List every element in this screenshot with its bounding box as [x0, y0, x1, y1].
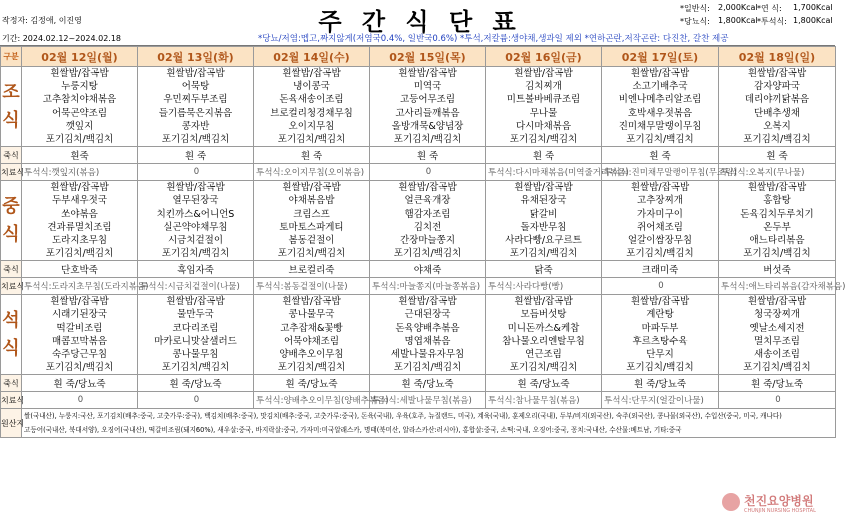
porridge-cell: 흰 죽/당뇨죽	[254, 375, 370, 392]
menu-cell	[370, 181, 486, 261]
porridge-cell: 흰 죽	[138, 147, 254, 164]
menu-item: 옛날소세지전	[749, 322, 805, 334]
origin-line: 쌀(국내산), 누룽지:국산, 포기김치(배추:중국, 고춧가루:중국), 백김치(배추:중국), 맛김치(배추:중국, 고춧가루:중국), 돈육(국내), 우육(호주, 뉴질랜드, 미국), 계육(국내), 훈제오리(국내), 두부/비지(외국산), 숙주(외국산), 콩나물(외국산), 수입산(중국, 미국, 캐나다)	[24, 412, 782, 421]
porridge-cell: 흰 죽	[370, 147, 486, 164]
therapy-cell: 투석식:사라다빵(빵)	[486, 278, 602, 295]
therapy-cell: 투석식:양배추오이무침(양배추볶음)	[254, 392, 370, 409]
menu-item: 포기김치/백김치	[45, 133, 114, 145]
day-header: 02월 15일(목)	[370, 47, 486, 67]
menu-item: 미역국	[413, 81, 442, 93]
menu-item: 사라다빵/요구르트	[505, 234, 582, 246]
therapy-cell: 투석식:단무지(얼갈이나물)	[602, 392, 719, 409]
menu-item: 견과류멸치조림	[47, 221, 112, 233]
menu-item: 토마토스파게티	[279, 221, 344, 233]
menu-item: 흰쌀밥/잡곡밥	[50, 68, 109, 79]
therapy-label: 치료식	[1, 278, 22, 295]
menu-item: 흰쌀밥/잡곡밥	[398, 296, 457, 308]
porridge-cell: 흰죽	[22, 147, 138, 164]
menu-item: 포기김치/백김치	[626, 133, 694, 145]
menu-item: 콩나물무국	[288, 309, 335, 321]
menu-cell	[486, 181, 602, 261]
menu-item: 흰쌀밥/잡곡밥	[514, 182, 573, 194]
lunch-porridge-row	[1, 261, 836, 278]
menu-item: 들기름묵은지볶음	[158, 107, 233, 119]
menu-item: 콩자반	[181, 120, 210, 132]
menu-item: 햄감자조림	[404, 208, 451, 220]
menu-item: 얼갈이쌈장무침	[627, 234, 693, 246]
menu-item: 흰쌀밥/잡곡밥	[398, 68, 457, 79]
menu-item: 흰쌀밥/잡곡밥	[282, 68, 341, 79]
menu-item: 시금치겉절이	[167, 234, 224, 246]
hospital-logo	[722, 491, 834, 519]
menu-item: 포기김치/백김치	[161, 133, 230, 145]
porridge-cell: 흰 죽/당뇨죽	[719, 375, 836, 392]
porridge-label: 죽식	[1, 375, 22, 392]
menu-item: 단배추생채	[754, 107, 800, 119]
origin-row	[1, 409, 836, 438]
menu-item: 콩나물무침	[172, 349, 219, 360]
menu-item: 미니돈까스&케찹	[507, 322, 580, 334]
menu-item: 닭갈비	[529, 208, 558, 220]
hospital-emblem-icon	[722, 493, 740, 511]
menu-item: 미트볼바베큐조림	[506, 94, 581, 106]
menu-item: 흰쌀밥/잡곡밥	[514, 68, 573, 79]
menu-item: 어묵야채조림	[283, 335, 340, 347]
menu-item: 흰쌀밥/잡곡밥	[166, 182, 225, 194]
breakfast-menu-row	[1, 67, 836, 147]
therapy-label: 치료식	[1, 164, 22, 181]
dinner-label: 석 식	[1, 295, 22, 375]
menu-cell	[719, 67, 836, 147]
menu-item: 흰쌀밥/잡곡밥	[630, 296, 690, 308]
corner-header: 구분	[1, 47, 22, 67]
menu-cell	[486, 295, 602, 375]
menu-item: 어묵탕	[181, 81, 210, 93]
menu-item: 단무지	[646, 349, 674, 360]
period-text: 기간: 2024.02.12~2024.02.18	[2, 34, 122, 43]
day-header: 02월 18일(일)	[719, 47, 836, 67]
therapy-cell: 0	[370, 164, 486, 181]
menu-item: 연근조림	[525, 349, 562, 360]
menu-item: 열무된장국	[172, 195, 219, 207]
menu-cell	[370, 67, 486, 147]
menu-item: 참나물오리엔탈무침	[502, 335, 585, 347]
menu-item: 두부새우젓국	[51, 195, 108, 207]
porridge-cell: 흰 죽	[602, 147, 719, 164]
menu-item: 후르츠탕수육	[632, 335, 688, 347]
porridge-cell: 흰 죽/당뇨죽	[138, 375, 254, 392]
menu-item: 돈육김치두루치기	[740, 208, 814, 220]
menu-item: 온두부	[763, 221, 791, 233]
therapy-label: 치료식	[1, 392, 22, 409]
menu-item: 포기김치/백김치	[393, 362, 462, 374]
day-header: 02월 14일(수)	[254, 47, 370, 67]
lunch-menu-row	[1, 181, 836, 261]
menu-item: 우민찌두부조림	[163, 94, 228, 106]
therapy-cell: 0	[22, 392, 138, 409]
porridge-cell: 흰 죽/당뇨죽	[486, 375, 602, 392]
dinner-menu-row	[1, 295, 836, 375]
dialysis-kcal-label: *투석식:	[757, 17, 787, 26]
soft-kcal-value: 1,700Kcal	[793, 3, 833, 12]
menu-item: 치킨까스&어니언S	[156, 208, 235, 220]
menu-cell	[138, 295, 254, 375]
porridge-cell: 흰 죽	[719, 147, 836, 164]
menu-item: 포기김치/백김치	[161, 248, 230, 260]
menu-item: 포기김치/백김치	[626, 248, 694, 260]
lunch-label: 중 식	[1, 181, 22, 261]
menu-item: 계란탕	[646, 309, 674, 321]
day-header: 02월 17일(토)	[602, 47, 719, 67]
menu-item: 포기김치/백김치	[45, 248, 114, 260]
dinner-porridge-row	[1, 375, 836, 392]
menu-cell	[602, 295, 719, 375]
menu-item: 세발나물유자무침	[390, 349, 465, 360]
menu-item: 실곤약야채무침	[163, 221, 228, 233]
menu-cell	[138, 67, 254, 147]
menu-item: 흰쌀밥/잡곡밥	[747, 296, 807, 308]
therapy-cell: 투석식:참나물무침(볶음)	[486, 392, 602, 409]
day-header: 02월 12일(월)	[22, 47, 138, 67]
porridge-cell: 흰 죽/당뇨죽	[602, 375, 719, 392]
therapy-cell: 투석식:애느타리볶음(감자채볶음)	[719, 278, 836, 295]
menu-item: 가자미구이	[637, 208, 683, 220]
day-header: 02월 16일(금)	[486, 47, 602, 67]
menu-item: 홍합탕	[763, 195, 791, 207]
origin-cell	[22, 409, 836, 438]
menu-item: 시래기된장국	[51, 309, 108, 321]
menu-item: 포기김치/백김치	[743, 248, 811, 260]
menu-cell	[486, 67, 602, 147]
menu-item: 새송이조림	[754, 349, 800, 360]
menu-item: 흰쌀밥/잡곡밥	[747, 182, 807, 194]
menu-item: 포기김치/백김치	[277, 362, 346, 374]
menu-item: 고추잡채&꽃빵	[280, 322, 343, 334]
menu-item: 마파두부	[641, 322, 679, 334]
therapy-cell: 0	[138, 164, 254, 181]
therapy-cell: 투석식:시금치겉절이(나물)	[138, 278, 254, 295]
day-header: 02월 13일(화)	[138, 47, 254, 67]
menu-item: 흰쌀밥/잡곡밥	[166, 296, 225, 308]
menu-item: 고등어무조림	[399, 94, 456, 106]
menu-item: 깻잎지	[65, 120, 94, 132]
menu-item: 청국장찌개	[754, 309, 800, 321]
menu-item: 어묵곤약조림	[51, 107, 108, 119]
menu-item: 흰쌀밥/잡곡밥	[166, 68, 225, 79]
menu-item: 포기김치/백김치	[743, 362, 811, 374]
porridge-cell: 단호박죽	[22, 261, 138, 278]
menu-cell	[22, 181, 138, 261]
menu-item: 흰쌀밥/잡곡밥	[514, 296, 573, 308]
menu-item: 오이지무침	[288, 120, 335, 132]
diet-note: *당뇨/저염:멥고,짜지않게(저염국0.4%, 일반국0.6%) *투석,저칼륨:생야채,생과일 제외 *연하곤란,저작곤란: 다진찬, 갈찬 제공	[258, 34, 729, 44]
menu-item: 고추참치야채볶음	[42, 94, 117, 106]
menu-item: 오복지	[763, 120, 791, 132]
menu-item: 포기김치/백김치	[393, 248, 462, 260]
hospital-name: 천진요양병원	[744, 494, 814, 508]
general-kcal-value: 2,000Kcal	[718, 3, 758, 12]
menu-item: 흰쌀밥/잡곡밥	[398, 182, 457, 194]
menu-item: 데리야끼닭볶음	[744, 94, 810, 106]
diabetic-kcal-label: *당뇨식:	[680, 17, 710, 26]
menu-item: 흰쌀밥/잡곡밥	[747, 68, 807, 79]
menu-item: 고사리들깨볶음	[395, 107, 460, 119]
menu-item: 근대된장국	[404, 309, 451, 321]
therapy-cell: 투석식:마늘쫑지(마늘쫑볶음)	[370, 278, 486, 295]
menu-item: 크림스프	[293, 208, 330, 220]
menu-item: 포기김치/백김치	[393, 133, 462, 145]
menu-item: 돈육양배추볶음	[395, 322, 460, 334]
menu-item: 포기김치/백김치	[277, 248, 346, 260]
menu-item: 흰쌀밥/잡곡밥	[50, 296, 109, 308]
menu-item: 소고기배추국	[632, 81, 688, 93]
menu-table	[0, 45, 845, 438]
menu-item: 간장마늘쫑지	[399, 234, 456, 246]
menu-item: 포기김치/백김치	[277, 133, 346, 145]
therapy-cell: 투석식:세발나물무침(볶음)	[370, 392, 486, 409]
therapy-cell: 투석식:도라지초무침(도라지볶음)	[22, 278, 138, 295]
breakfast-therapy-row	[1, 164, 836, 181]
therapy-cell: 0	[602, 278, 719, 295]
origin-label: 원산지	[1, 409, 22, 438]
menu-item: 봄동겉절이	[288, 234, 335, 246]
menu-item: 쏘야볶음	[61, 208, 98, 220]
menu-item: 흰쌀밥/잡곡밥	[282, 296, 341, 308]
therapy-cell: 투석식:오복지(무나물)	[719, 164, 836, 181]
menu-item: 호박새우젓볶음	[627, 107, 693, 119]
menu-cell	[602, 181, 719, 261]
soft-kcal-label: *연 식:	[757, 4, 782, 13]
porridge-cell: 흰 죽/당뇨죽	[370, 375, 486, 392]
porridge-cell: 닭죽	[486, 261, 602, 278]
menu-item: 마카로니맛살샐러드	[154, 335, 237, 347]
menu-cell	[254, 181, 370, 261]
diabetic-kcal-value: 1,800Kcal	[718, 16, 758, 25]
menu-item: 흰쌀밥/잡곡밥	[282, 182, 341, 194]
menu-item: 무나물	[529, 107, 558, 119]
menu-cell	[254, 295, 370, 375]
menu-item: 흰쌀밥/잡곡밥	[50, 182, 109, 194]
dinner-therapy-row	[1, 392, 836, 409]
porridge-cell: 브로컬리죽	[254, 261, 370, 278]
menu-item: 포기김치/백김치	[45, 362, 114, 374]
author-text: 작정자: 김정애, 이진영	[2, 16, 82, 25]
dialysis-kcal-value: 1,800Kcal	[793, 16, 833, 25]
menu-cell	[254, 67, 370, 147]
breakfast-label: 조 식	[1, 67, 22, 147]
menu-item: 포기김치/백김치	[509, 133, 578, 145]
therapy-cell: 투석식:진미채무말랭이무침(무조림)	[602, 164, 719, 181]
menu-item: 명엽채볶음	[404, 335, 451, 347]
menu-item: 떡갈비조림	[56, 322, 103, 334]
therapy-cell: 0	[138, 392, 254, 409]
menu-item: 흰쌀밥/잡곡밥	[630, 182, 690, 194]
menu-item: 물만두국	[177, 309, 214, 321]
menu-cell	[138, 181, 254, 261]
menu-cell	[22, 295, 138, 375]
menu-item: 김치전	[413, 221, 442, 233]
menu-item: 포기김치/백김치	[743, 133, 811, 145]
menu-cell	[22, 67, 138, 147]
menu-item: 포기김치/백김치	[161, 362, 230, 374]
porridge-cell: 흰 죽	[254, 147, 370, 164]
porridge-cell: 버섯죽	[719, 261, 836, 278]
page-title: 주 간 식 단 표	[318, 8, 522, 36]
menu-item: 모듬버섯탕	[520, 309, 567, 321]
menu-cell	[602, 67, 719, 147]
menu-item: 쥐어채조림	[637, 221, 683, 233]
menu-cell	[719, 181, 836, 261]
menu-item: 양배추오이무침	[279, 349, 344, 360]
menu-item: 멸치무조림	[754, 335, 800, 347]
therapy-cell: 0	[719, 392, 836, 409]
menu-cell	[370, 295, 486, 375]
menu-cell	[719, 295, 836, 375]
origin-line: 고등어(국내산, 북대서양), 오징어(국내산), 떡갈비조림(돼지60%), 새우살:중국, 바지락살:중국, 가자미:미국알래스카, 명태(북미산, 알라스카산:러시아), 홍합살:중국, 소떡:국내, 오징어:중국, 꽁치:국내산, 수산물:베트남, 기타:중국	[24, 426, 682, 435]
therapy-cell: 투석식:다시마채볶음(미역줄거리볶음)	[486, 164, 602, 181]
menu-item: 냉이콩국	[293, 81, 330, 93]
breakfast-porridge-row	[1, 147, 836, 164]
menu-item: 브로컬리청경채무침	[270, 107, 353, 119]
therapy-cell: 투석식:오이지무침(오이볶음)	[254, 164, 370, 181]
porridge-cell: 흑임자죽	[138, 261, 254, 278]
porridge-cell: 크래미죽	[602, 261, 719, 278]
menu-item: 진미채무말랭이무침	[618, 120, 702, 132]
menu-item: 포기김치/백김치	[509, 362, 578, 374]
menu-item: 도라지초무침	[51, 234, 108, 246]
menu-item: 비엔나메추리알조림	[618, 94, 702, 106]
porridge-cell: 흰 죽/당뇨죽	[22, 375, 138, 392]
lunch-therapy-row	[1, 278, 836, 295]
menu-item: 숙주당근무침	[51, 349, 108, 360]
menu-item: 애느타리볶음	[749, 234, 805, 246]
porridge-label: 죽식	[1, 261, 22, 278]
porridge-label: 죽식	[1, 147, 22, 164]
porridge-cell: 흰 죽	[486, 147, 602, 164]
therapy-cell: 투석식:봄동겉절이(나물)	[254, 278, 370, 295]
menu-item: 코다리조림	[172, 322, 219, 334]
menu-item: 흰쌀밥/잡곡밥	[630, 68, 690, 79]
page-header	[0, 0, 835, 46]
menu-item: 고추장찌개	[637, 195, 683, 207]
menu-item: 돌자반무침	[520, 221, 567, 233]
general-kcal-label: *일반식:	[680, 4, 710, 13]
menu-item: 야채볶음밥	[288, 195, 335, 207]
menu-item: 감자양파국	[754, 81, 800, 93]
menu-item: 포기김치/백김치	[626, 362, 694, 374]
menu-item: 얼큰육개장	[404, 195, 451, 207]
menu-item: 다시마채볶음	[515, 120, 572, 132]
menu-item: 돈육새송이조림	[279, 94, 344, 106]
menu-item: 누룽지탕	[61, 81, 98, 93]
menu-item: 올방개묵&양념장	[391, 120, 464, 132]
menu-item: 포기김치/백김치	[509, 248, 578, 260]
porridge-cell: 야채죽	[370, 261, 486, 278]
menu-item: 매콤꼬막볶음	[51, 335, 108, 347]
hospital-subtitle: CHUNJIN NURSING HOSPITAL	[744, 508, 816, 514]
menu-item: 유채된장국	[520, 195, 567, 207]
menu-item: 김치찌개	[525, 81, 562, 93]
therapy-cell: 투석식:깻잎지(볶음)	[22, 164, 138, 181]
